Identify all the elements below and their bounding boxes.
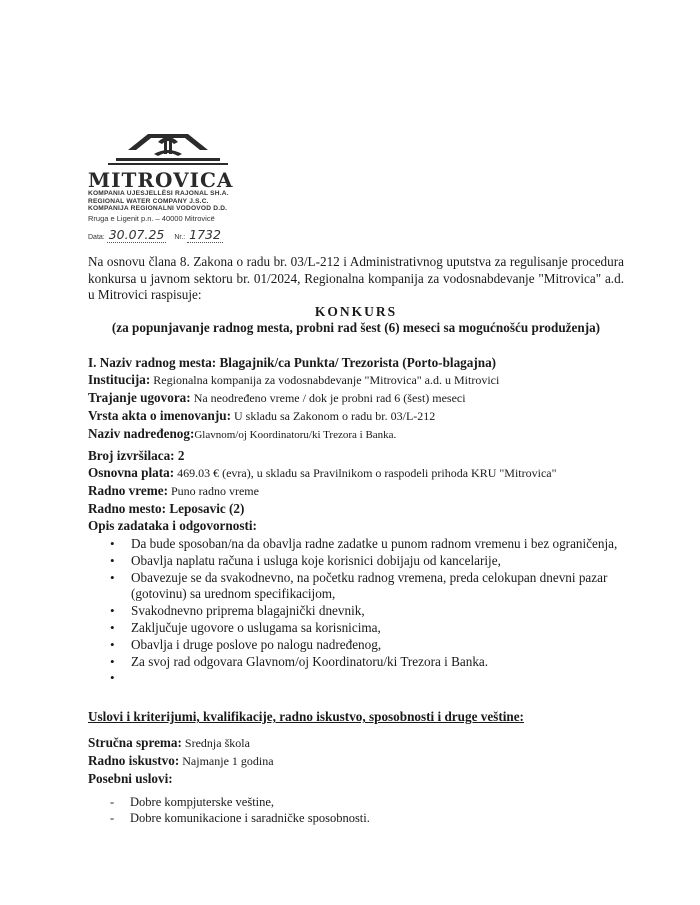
field-contract-duration: Trajanje ugovora: Na neodređeno vreme / dok je probni rad 6 (šest) meseci [88,390,466,405]
special-conditions-heading: Posebni uslovi: [88,771,173,786]
list-item: • Obavezuje se da svakodnevno, na početku radnog vremena, preda celokupan dnevni pazar (gotovinu) sa urednom specifikacijom, [110,569,608,602]
duties-list-container [88,536,624,687]
list-item: • Da bude sposoban/na da obavlja radne zadatke u punom radnom vremenu i bez ograničenja, [110,536,618,551]
bullet-icon: • [110,670,115,686]
company-logo-icon [88,128,238,168]
company-line-1: KOMPANIA UJESJELLËSI RAJONAL SH.A. [88,190,229,197]
qualifications-section [88,734,648,787]
field-institution: Institucija: Regionalna kompanija za vodosnabdevanje "Mitrovica" a.d. u Mitrovici [88,372,500,387]
bullet-icon: • [110,653,115,669]
list-item: • Za svoj rad odgovara Glavnom/oj Koordinatoru/ki Trezora i Banka. [110,653,489,669]
field-experience: Radno iskustvo: Najmanje 1 godina [88,753,274,768]
list-item [88,670,624,687]
bullet-icon: • [110,619,115,635]
duties-list [88,536,624,687]
dash-icon: - [110,811,115,825]
number-label: Nr.: [174,233,186,241]
position-heading: I. Naziv radnog mesta: Blagajnik/ca Punkta/ Trezorista (Porto-blagajna) [88,355,497,370]
position-section [88,354,648,444]
document-subtitle: (za popunjavanje radnog mesta, probni rad šest (6) meseci sa mogućnošću produženja) [111,320,601,335]
date-value: 30.07.25 [108,226,165,242]
field-supervisor: Naziv nadređenog:Glavnom/oj Koordinatoru/ki Trezora i Banka. [88,426,397,441]
special-conditions-list [88,794,648,826]
intro-paragraph: Na osnovu člana 8. Zakona o radu br. 03/L-212 i Administrativnog uputstva za regulisanje procedura konkursa u javnom sektoru br. 01/2024, Regionalna kompanija za vodosnabdevanje "Mitrovica" a.d. u Mitrovici raspisuje: [88,254,624,302]
field-education: Stručna sprema: Srednja škola [88,735,250,750]
company-name: MITROVICA [88,168,234,192]
details-section [88,447,648,534]
conditions-heading: Uslovi i kriterijumi, kvalifikacije, radno iskustvo, sposobnosti i druge veštine: [88,709,524,724]
field-work-location: Radno mesto: Leposavic (2) [88,501,245,516]
company-address: Rruga e Ligenit p.n. – 40000 Mitrovicë [88,213,215,223]
date-label: Data: [88,233,105,241]
date-number-row [88,227,288,242]
bullet-icon: • [110,552,115,568]
field-base-salary: Osnovna plata: 469.03 € (evra), u skladu sa Pravilnikom o raspodeli prihoda KRU "Mitrovica" [88,465,557,480]
bullet-icon: • [110,536,115,551]
list-item: • Obavlja naplatu računa i usluga koje korisnici dobijaju od kancelarije, [110,552,501,568]
field-working-hours: Radno vreme: Puno radno vreme [88,483,259,498]
bullet-icon: • [110,636,115,652]
list-item: - Dobre kompjuterske veštine, [110,795,275,809]
special-conditions-container [88,794,648,826]
bullet-icon: • [110,569,115,585]
dash-icon: - [110,795,115,809]
company-line-2: REGIONAL WATER COMPANY J.S.C. [88,197,209,205]
document-title: KONKURS [314,304,398,319]
duties-heading: Opis zadataka i odgovornosti: [88,518,257,533]
conditions-section [88,708,648,725]
bullet-icon: • [110,603,115,619]
field-number-of-positions: Broj izvršilaca: 2 [88,448,185,463]
list-item: - Dobre komunikacione i saradničke sposobnosti. [110,811,370,825]
list-item: • Zaključuje ugovore o uslugama sa korisnicima, [110,619,381,635]
field-appointment-act: Vrsta akta o imenovanju: U skladu sa Zakonom o radu br. 03/L-212 [88,408,436,423]
list-item: • Obavlja i druge poslove po nalogu nadređenog, [110,636,382,652]
letterhead [88,128,288,242]
list-item: • Svakodnevno priprema blagajnički dnevnik, [110,603,365,619]
company-line-3: KOMPANIJA REGIONALNI VODOVOD D.D. [88,205,228,212]
number-value: 1732 [189,226,221,242]
